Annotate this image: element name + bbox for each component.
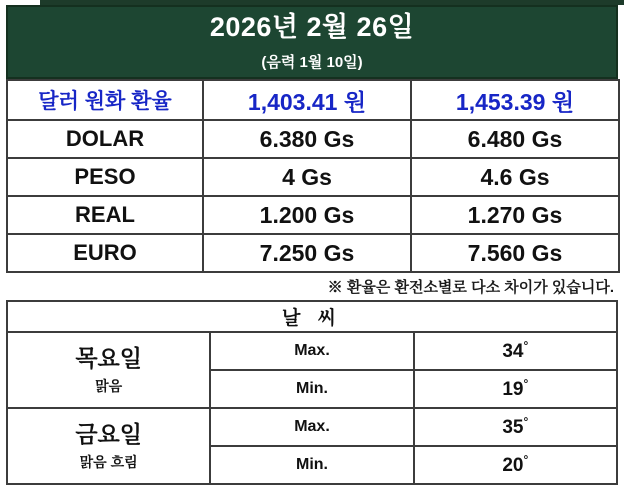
weather-day-thursday bbox=[7, 332, 210, 408]
weather-min-label: Min. bbox=[210, 446, 413, 484]
exchange-note: ※ 환율은 환전소별로 다소 차이가 있습니다. bbox=[327, 279, 614, 296]
weather-min-number: 20 bbox=[502, 455, 524, 477]
currency-label: EURO bbox=[7, 234, 203, 272]
currency-sell-value: 7.560 Gs bbox=[411, 234, 619, 272]
weather-min-number: 19 bbox=[502, 379, 524, 401]
weather-title: 날 씨 bbox=[7, 301, 617, 332]
currency-sell-value: 1.270 Gs bbox=[411, 196, 619, 234]
weather-table bbox=[6, 300, 618, 485]
table-row bbox=[7, 80, 619, 120]
currency-buy-value: 1,403.41 원 bbox=[203, 80, 411, 120]
currency-buy-value: 4 Gs bbox=[203, 158, 411, 196]
weather-day-condition: 맑음 bbox=[95, 377, 123, 394]
weather-title-row bbox=[7, 301, 617, 332]
table-row bbox=[7, 332, 617, 370]
weather-day-name: 금요일 bbox=[75, 421, 142, 448]
currency-buy-value: 7.250 Gs bbox=[203, 234, 411, 272]
table-row bbox=[7, 120, 619, 158]
weather-min-value bbox=[414, 446, 617, 484]
weather-day-name: 목요일 bbox=[75, 345, 142, 372]
weather-day-condition: 맑음 흐림 bbox=[79, 453, 138, 470]
currency-label: 달러 원화 환율 bbox=[7, 80, 203, 120]
table-row bbox=[7, 158, 619, 196]
weather-min-label: Min. bbox=[210, 370, 413, 408]
weather-max-number: 35 bbox=[502, 417, 524, 439]
degree-icon: ° bbox=[523, 338, 529, 353]
weather-max-label: Max. bbox=[210, 408, 413, 446]
date-solar: 2026년 2월 26일 bbox=[209, 12, 415, 43]
date-lunar: (음력 1월 10일) bbox=[261, 53, 363, 71]
table-row bbox=[7, 408, 617, 446]
currency-buy-value: 1.200 Gs bbox=[203, 196, 411, 234]
currency-label: DOLAR bbox=[7, 120, 203, 158]
currency-sell-value: 1,453.39 원 bbox=[411, 80, 619, 120]
date-header bbox=[6, 5, 618, 79]
degree-icon: ° bbox=[523, 414, 529, 429]
currency-label: REAL bbox=[7, 196, 203, 234]
weather-max-value bbox=[414, 332, 617, 370]
weather-max-value bbox=[414, 408, 617, 446]
weather-min-value bbox=[414, 370, 617, 408]
weather-max-number: 34 bbox=[502, 341, 524, 363]
degree-icon: ° bbox=[523, 452, 529, 467]
exchange-rate-table bbox=[6, 79, 620, 273]
table-row bbox=[7, 234, 619, 272]
weather-day-friday bbox=[7, 408, 210, 484]
degree-icon: ° bbox=[523, 376, 529, 391]
weather-max-label: Max. bbox=[210, 332, 413, 370]
currency-sell-value: 6.480 Gs bbox=[411, 120, 619, 158]
currency-label: PESO bbox=[7, 158, 203, 196]
table-row bbox=[7, 196, 619, 234]
currency-buy-value: 6.380 Gs bbox=[203, 120, 411, 158]
currency-sell-value: 4.6 Gs bbox=[411, 158, 619, 196]
